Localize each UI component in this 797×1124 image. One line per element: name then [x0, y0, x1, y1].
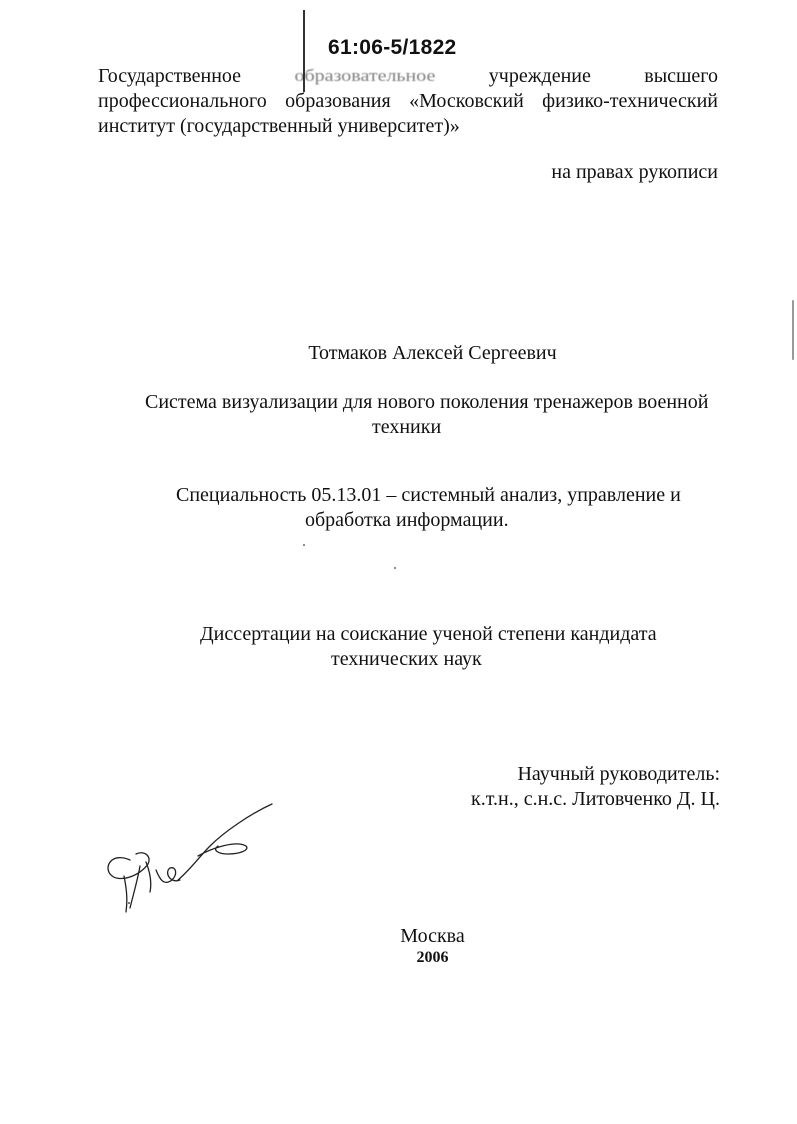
- institution-word: учреждение: [488, 65, 591, 87]
- institution-word: физико-технический: [542, 90, 718, 112]
- scan-edge-mark: [792, 300, 794, 360]
- degree-line-1: Диссертации на соискание ученой степени кандидата: [200, 623, 657, 645]
- supervisor-name: к.т.н., с.н.с. Литовченко Д. Ц.: [471, 788, 720, 810]
- manuscript-note: на правах рукописи: [551, 161, 718, 183]
- institution-word-smudged: образовательное: [294, 67, 436, 86]
- institution-word: профессионального: [98, 90, 267, 112]
- degree-line-2: технических наук: [331, 648, 482, 670]
- institution-line-3: институт (государственный университет)»: [98, 115, 460, 137]
- city: Москва: [400, 925, 465, 947]
- handwritten-signature-icon: [100, 800, 275, 915]
- author-name: Тотмаков Алексей Сергеевич: [308, 342, 557, 364]
- archive-stamp-number: 61:06-5/1822: [328, 36, 457, 59]
- institution-word: «Московский: [409, 90, 524, 112]
- specialty-line-1: Специальность 05.13.01 – системный анализ, управление и: [176, 484, 681, 506]
- institution-line-2: [98, 89, 718, 114]
- specialty-line-2: обработка информации.: [305, 509, 509, 531]
- scan-speck: [128, 902, 130, 904]
- institution-word: образования: [285, 90, 391, 112]
- institution-word: Государственное: [98, 65, 242, 87]
- year: 2006: [416, 949, 449, 966]
- title-line-2: техники: [372, 416, 442, 438]
- scan-speck: [394, 567, 396, 569]
- supervisor-block: [471, 762, 720, 812]
- institution-line-1: [98, 64, 718, 89]
- scan-speck: [303, 544, 305, 546]
- institution-word: высшего: [644, 65, 718, 87]
- institution-name: [98, 64, 718, 139]
- supervisor-label: Научный руководитель:: [517, 763, 720, 785]
- title-line-1: Система визуализации для нового поколения тренажеров военной: [145, 391, 709, 413]
